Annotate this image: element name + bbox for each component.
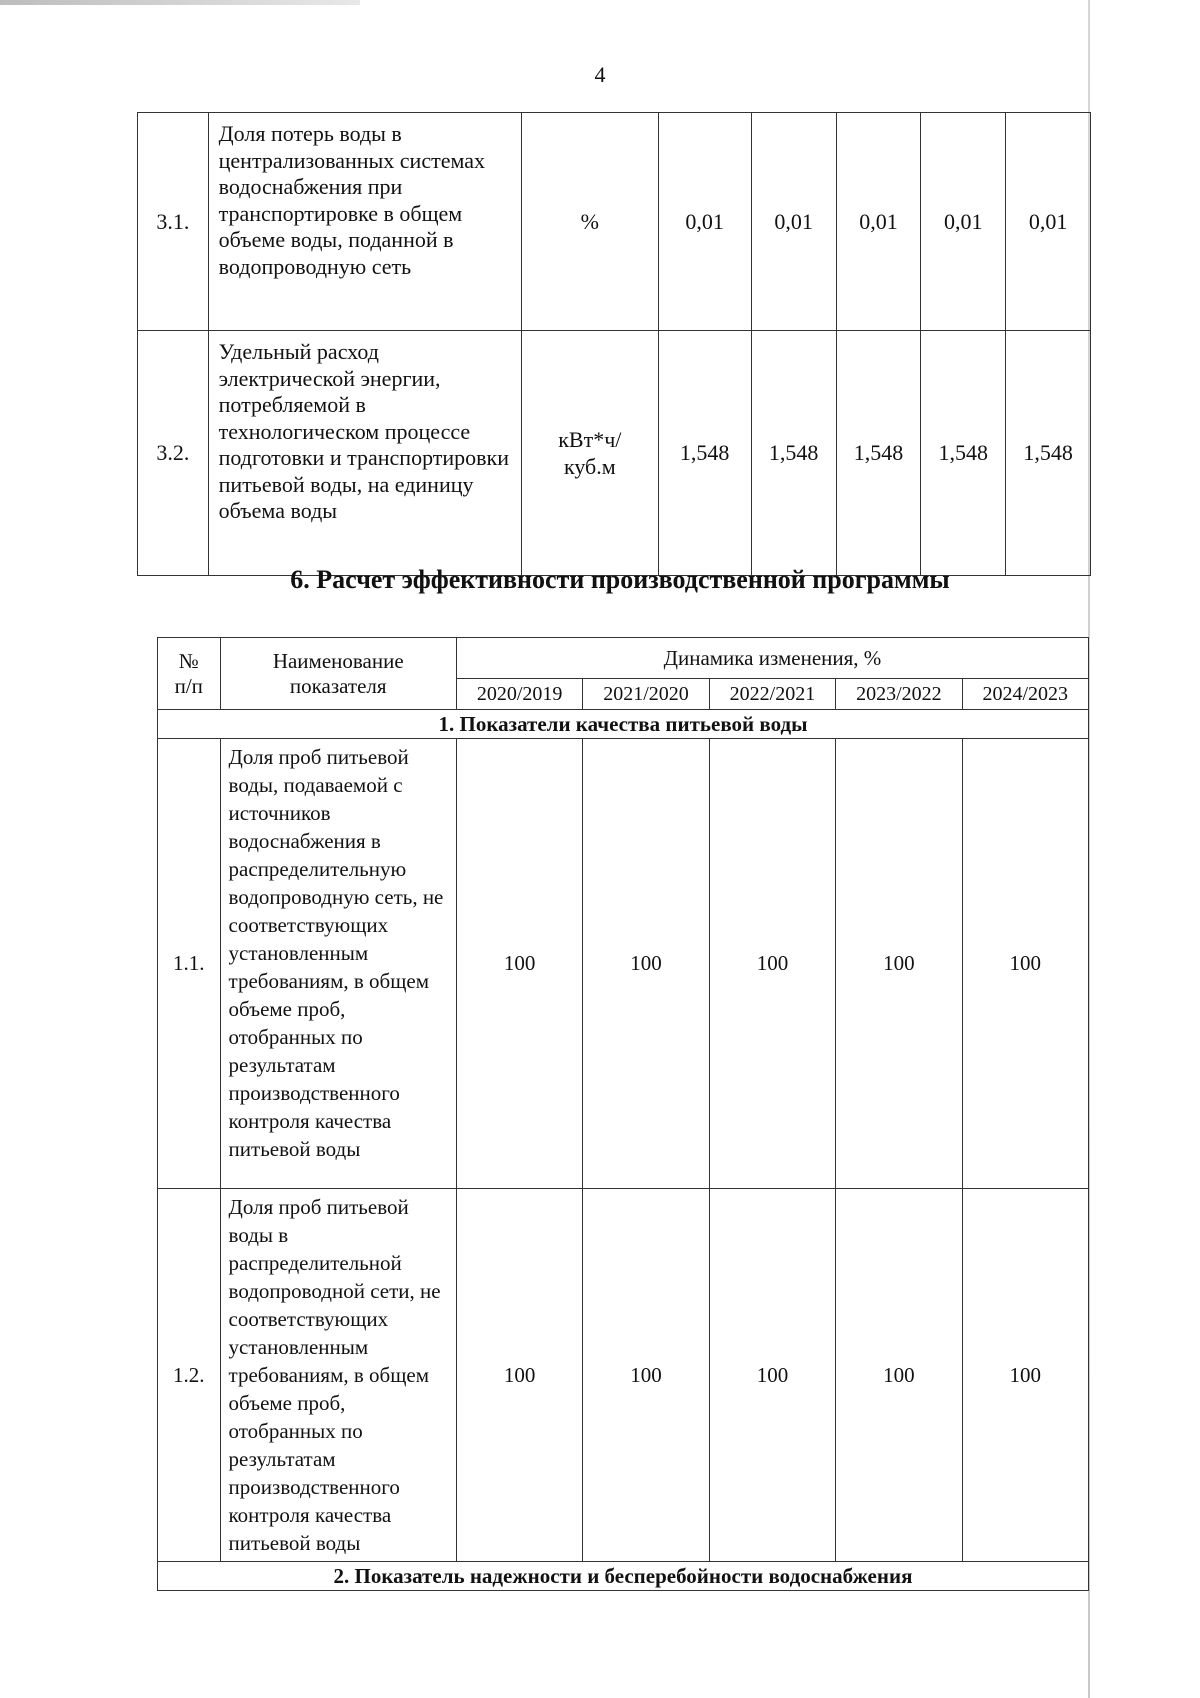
value-cell: 1,548 — [836, 331, 921, 576]
header-row — [158, 638, 1089, 679]
value-cell: 100 — [456, 1189, 582, 1562]
value-cell: 100 — [583, 739, 709, 1189]
header-text: показателя — [289, 673, 387, 698]
header-name — [220, 638, 456, 710]
value-cell: 0,01 — [1006, 113, 1091, 331]
year-header: 2021/2020 — [583, 679, 709, 710]
value-cell: 100 — [456, 739, 582, 1189]
unit-cell — [522, 331, 658, 576]
row-number: 3.2. — [138, 331, 209, 576]
value-cell: 0,01 — [921, 113, 1006, 331]
header-text: Наименование — [272, 648, 404, 673]
value-cell: 0,01 — [658, 113, 751, 331]
group-heading: 1. Показатели качества питьевой воды — [158, 710, 1089, 739]
year-header: 2024/2023 — [962, 679, 1088, 710]
value-cell: 100 — [962, 1189, 1088, 1562]
value-cell: 1,548 — [1006, 331, 1091, 576]
value-cell: 0,01 — [836, 113, 921, 331]
section-title: 6. Расчет эффективности производственной программы — [290, 565, 950, 594]
value-cell: 100 — [836, 739, 962, 1189]
year-header: 2022/2021 — [709, 679, 835, 710]
indicators-table-continued — [137, 112, 1091, 576]
value-cell: 100 — [836, 1189, 962, 1562]
indicator-name: Доля проб питьевой воды в распределительной водопроводной сети, не соответствующих установленным требованиям, в общем объеме проб, отобранных по результатам производственного контроля качества питьевой воды — [220, 1189, 456, 1562]
group-row — [158, 710, 1089, 739]
value-cell: 1,548 — [658, 331, 751, 576]
table-row — [158, 1189, 1089, 1562]
header-dynamics: Динамика изменения, % — [456, 638, 1088, 679]
row-number: 3.1. — [138, 113, 209, 331]
indicator-name: Удельный расход электрической энергии, потребляемой в технологическом процессе подготовки и транспортировки питьевой воды, на единицу объема воды — [208, 331, 522, 576]
header-number — [158, 638, 221, 710]
unit-line: куб.м — [563, 454, 616, 479]
header-text: п/п — [174, 673, 203, 698]
value-cell: 1,548 — [751, 331, 836, 576]
indicator-name: Доля проб питьевой воды, подаваемой с источников водоснабжения в распределительную водопроводную сеть, не соответствующих установленным требованиям, в общем объеме проб, отобранных по результатам производственного контроля качества питьевой воды — [220, 739, 456, 1189]
value-cell: 100 — [962, 739, 1088, 1189]
unit-line: кВт*ч/ — [558, 427, 622, 452]
year-header: 2020/2019 — [456, 679, 582, 710]
unit-cell: % — [522, 113, 658, 331]
row-number: 1.2. — [158, 1189, 221, 1562]
indicator-name: Доля потерь воды в централизованных системах водоснабжения при транспортировке в общем объеме воды, поданной в водопроводную сеть — [208, 113, 522, 331]
value-cell: 0,01 — [751, 113, 836, 331]
group-heading: 2. Показатель надежности и бесперебойности водоснабжения — [158, 1562, 1089, 1591]
value-cell: 100 — [583, 1189, 709, 1562]
page-number: 4 — [594, 62, 606, 87]
year-header: 2023/2022 — [836, 679, 962, 710]
table-row — [138, 331, 1091, 576]
table-row — [158, 739, 1089, 1189]
header-text: № — [178, 648, 199, 673]
row-number: 1.1. — [158, 739, 221, 1189]
value-cell: 1,548 — [921, 331, 1006, 576]
table-row — [138, 113, 1091, 331]
group-row — [158, 1562, 1089, 1591]
value-cell: 100 — [709, 1189, 835, 1562]
scan-smudge — [0, 0, 360, 5]
efficiency-table — [157, 637, 1089, 1591]
value-cell: 100 — [709, 739, 835, 1189]
